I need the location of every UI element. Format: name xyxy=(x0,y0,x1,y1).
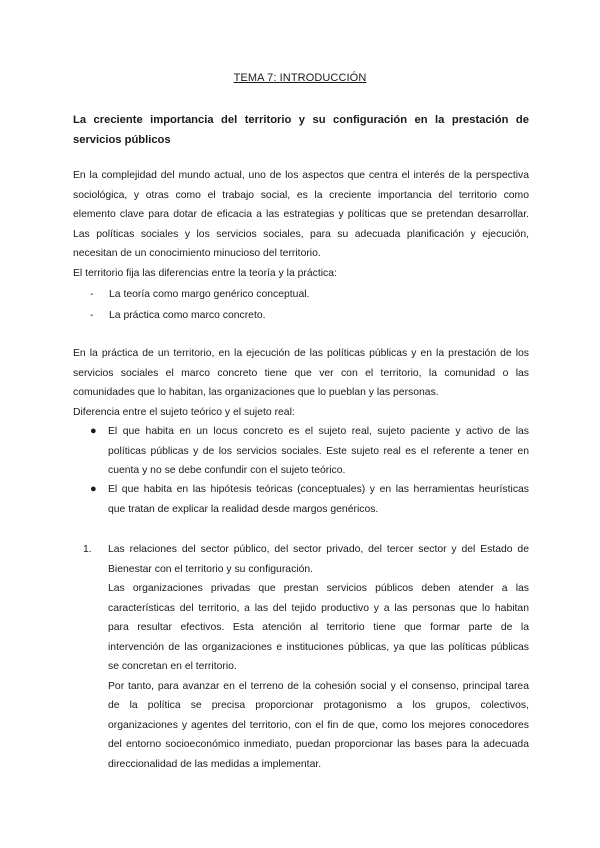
text-line: El que habita en las hipótesis teóricas (conceptuales) y en las herramientas heurísticas xyxy=(108,484,529,495)
text-line: que tratan de explicar la realidad desde margos genéricos. xyxy=(108,503,379,515)
text-line: Las relaciones del sector público, del sector privado, del tercer sector y del Estado de xyxy=(108,544,529,555)
numbered-section xyxy=(108,540,529,774)
text-line: organizaciones y agentes del territorio, con el fin de que, como los mejores conocedores xyxy=(108,719,529,731)
section-subtitle: La creciente importancia del territorio y su configuración en la prestación de servicios públicos xyxy=(73,114,529,146)
text-line: Las políticas sociales y los servicios sociales, para su adecuada planificación y ejecución, xyxy=(73,228,529,240)
text-line: para resultar efectivos. Esta atención al territorio tiene que formar parte de la xyxy=(108,622,529,633)
text-line: En la práctica de un territorio, en la ejecución de las políticas públicas y en la prestación de los xyxy=(73,348,529,359)
bullet-icon: ● xyxy=(90,483,97,495)
text-line: necesitan de un conocimiento minucioso del territorio. xyxy=(73,248,321,259)
text-line: Bienestar con el territorio y su configuración. xyxy=(108,563,314,575)
text-line: de la política se precisa proporcionar protagonismo a los grupos, colectivos, xyxy=(108,700,529,711)
dash-marker: - xyxy=(90,310,94,321)
bullet-item xyxy=(108,480,529,519)
bullet-item xyxy=(108,422,529,481)
text-line: sociológica, y otras como el trabajo social, es la creciente importancia del territorio como xyxy=(73,189,529,201)
text-line: En la complejidad del mundo actual, uno de los aspectos que centra el interés de la perspectiva xyxy=(73,170,529,181)
text-line: El territorio fija las diferencias entre la teoría y la práctica: xyxy=(73,267,337,279)
practice-paragraph xyxy=(73,344,529,422)
text-line: características del territorio, a las del tejido productivo y a las personas que lo habitan xyxy=(108,602,529,614)
text-line: elemento clave para dotar de eficacia a las estrategias y políticas que se pretendan desarrollar. xyxy=(73,209,529,220)
page-title: TEMA 7: INTRODUCCIÓN xyxy=(233,72,367,84)
text-line: comunidades que lo habitan, las organizaciones que lo pueblan y las personas. xyxy=(73,387,439,398)
text-line: Diferencia entre el sujeto teórico y el sujeto real: xyxy=(73,406,295,418)
text-line: políticas públicas y de los servicios sociales. Este sujeto real es el referente a tener en xyxy=(108,445,529,457)
text-line: cuenta y no se debe confundir con el sujeto teórico. xyxy=(108,465,346,476)
text-line: se concretan en el territorio. xyxy=(108,661,237,672)
text-line: servicios sociales el marco concreto tiene que ver con el territorio, la comunidad o las xyxy=(73,367,529,379)
text-line: Por tanto, para avanzar en el terreno de la cohesión social y el consenso, principal tarea xyxy=(108,680,529,692)
intro-paragraph xyxy=(73,166,529,283)
text-line: Las organizaciones privadas que prestan servicios públicos deben atender a las xyxy=(108,583,529,594)
text-line: direccionalidad de las medidas a implementar. xyxy=(108,758,322,770)
list-item-text: La práctica como marco concreto. xyxy=(109,310,266,321)
text-line: del entorno socioeconómico inmediato, puedan proporcionar las bases para la adecuada xyxy=(108,739,529,750)
bullet-icon: ● xyxy=(90,425,97,437)
text-line: intervención de las organizaciones e instituciones públicas, ya que las políticas públicas xyxy=(108,641,529,653)
text-line: El que habita en un locus concreto es el sujeto real, sujeto paciente y activo de las xyxy=(108,426,529,437)
list-item-text: La teoría como margo genérico conceptual. xyxy=(109,289,310,300)
dash-marker: - xyxy=(90,289,94,300)
list-number: 1. xyxy=(83,544,92,555)
